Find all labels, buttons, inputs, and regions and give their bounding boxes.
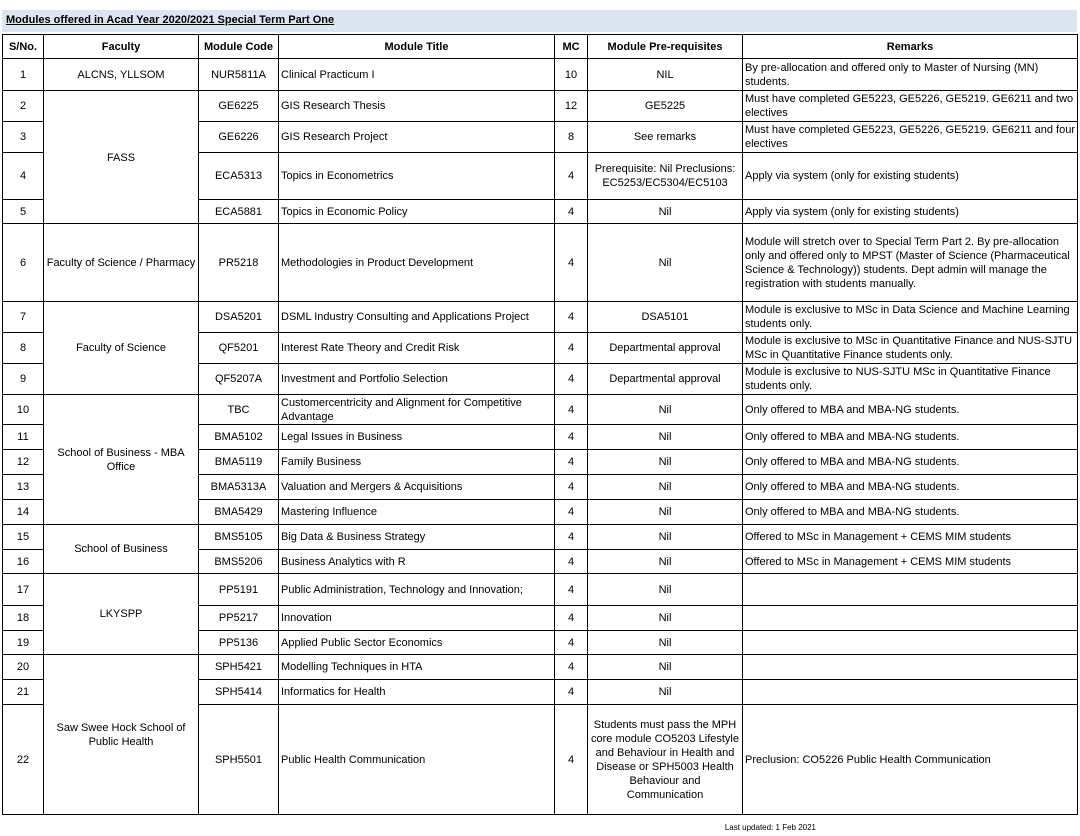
cell-prereq: Nil [588,525,743,550]
cell-prereq: Nil [588,224,743,302]
table-row [3,59,1078,91]
cell-mc: 4 [555,224,588,302]
cell-title: Legal Issues in Business [279,425,555,450]
cell-sno: 9 [3,364,44,395]
cell-faculty: Faculty of Science / Pharmacy [44,224,199,302]
cell-title: Clinical Practicum I [279,59,555,91]
cell-code: GE6225 [199,91,279,122]
cell-remarks: Offered to MSc in Management + CEMS MIM students [743,525,1078,550]
cell-mc: 4 [555,500,588,525]
cell-sno: 16 [3,550,44,574]
cell-remarks: Only offered to MBA and MBA-NG students. [743,395,1078,425]
cell-remarks [743,655,1078,680]
cell-sno: 3 [3,122,44,153]
cell-code: PP5191 [199,574,279,606]
cell-code: QF5207A [199,364,279,395]
table-row [3,395,1078,425]
cell-sno: 20 [3,655,44,680]
cell-mc: 4 [555,153,588,200]
cell-prereq: Prerequisite: Nil Preclusions: EC5253/EC5304/EC5103 [588,153,743,200]
cell-mc: 4 [555,631,588,655]
cell-code: ECA5313 [199,153,279,200]
col-header-sno: S/No. [3,35,44,59]
cell-code: PR5218 [199,224,279,302]
cell-sno: 22 [3,705,44,815]
cell-sno: 5 [3,200,44,224]
table-row [3,525,1078,550]
cell-prereq: Nil [588,475,743,500]
cell-code: BMA5119 [199,450,279,475]
cell-prereq: GE5225 [588,91,743,122]
cell-mc: 4 [555,333,588,364]
cell-prereq: Nil [588,200,743,224]
cell-title: Big Data & Business Strategy [279,525,555,550]
modules-table [2,34,1078,815]
col-header-mc: MC [555,35,588,59]
cell-prereq: Departmental approval [588,364,743,395]
cell-mc: 4 [555,425,588,450]
cell-prereq: Nil [588,680,743,705]
cell-mc: 4 [555,680,588,705]
cell-mc: 4 [555,525,588,550]
cell-remarks: Module will stretch over to Special Term Part 2. By pre-allocation only and offered only to MPST (Master of Science (Pharmaceutical Science & Technology)) students. Dept admin will manage the registration with students manually. [743,224,1078,302]
cell-mc: 4 [555,550,588,574]
cell-remarks: Apply via system (only for existing students) [743,153,1078,200]
cell-remarks: Apply via system (only for existing students) [743,200,1078,224]
cell-sno: 10 [3,395,44,425]
cell-remarks [743,574,1078,606]
cell-remarks: Module is exclusive to MSc in Data Science and Machine Learning students only. [743,302,1078,333]
cell-sno: 19 [3,631,44,655]
cell-code: QF5201 [199,333,279,364]
cell-remarks [743,606,1078,631]
cell-code: GE6226 [199,122,279,153]
cell-sno: 1 [3,59,44,91]
col-header-remarks: Remarks [743,35,1078,59]
cell-mc: 4 [555,450,588,475]
cell-mc: 10 [555,59,588,91]
cell-sno: 18 [3,606,44,631]
cell-title: GIS Research Project [279,122,555,153]
cell-prereq: Nil [588,655,743,680]
cell-mc: 8 [555,122,588,153]
cell-prereq: NIL [588,59,743,91]
cell-faculty: Faculty of Science [44,302,199,395]
cell-remarks: By pre-allocation and offered only to Master of Nursing (MN) students. [743,59,1078,91]
cell-code: SPH5414 [199,680,279,705]
cell-title: Interest Rate Theory and Credit Risk [279,333,555,364]
cell-faculty: LKYSPP [44,574,199,655]
cell-code: NUR5811A [199,59,279,91]
cell-code: ECA5881 [199,200,279,224]
cell-sno: 14 [3,500,44,525]
cell-remarks: Only offered to MBA and MBA-NG students. [743,450,1078,475]
cell-remarks: Only offered to MBA and MBA-NG students. [743,500,1078,525]
cell-remarks: Only offered to MBA and MBA-NG students. [743,425,1078,450]
cell-title: Topics in Econometrics [279,153,555,200]
cell-title: Public Health Communication [279,705,555,815]
cell-faculty: School of Business - MBA Office [44,395,199,525]
cell-remarks [743,680,1078,705]
table-row [3,574,1078,606]
cell-remarks: Must have completed GE5223, GE5226, GE5219. GE6211 and four electives [743,122,1078,153]
cell-code: SPH5501 [199,705,279,815]
page-title: Modules offered in Acad Year 2020/2021 Special Term Part One [6,14,335,26]
cell-title: GIS Research Thesis [279,91,555,122]
col-header-prereq: Module Pre-requisites [588,35,743,59]
cell-sno: 11 [3,425,44,450]
cell-prereq: Students must pass the MPH core module CO5203 Lifestyle and Behaviour in Health and Disease or SPH5003 Health Behaviour and Communication [588,705,743,815]
cell-prereq: Nil [588,631,743,655]
cell-faculty: School of Business [44,525,199,574]
cell-title: Investment and Portfolio Selection [279,364,555,395]
cell-title: Modelling Techniques in HTA [279,655,555,680]
table-row [3,302,1078,333]
col-header-faculty: Faculty [44,35,199,59]
cell-remarks: Only offered to MBA and MBA-NG students. [743,475,1078,500]
cell-title: Public Administration, Technology and Innovation; [279,574,555,606]
cell-code: BMS5105 [199,525,279,550]
cell-remarks: Module is exclusive to NUS-SJTU MSc in Quantitative Finance students only. [743,364,1078,395]
cell-mc: 4 [555,302,588,333]
cell-code: PP5136 [199,631,279,655]
cell-prereq: See remarks [588,122,743,153]
cell-title: Customercentricity and Alignment for Competitive Advantage [279,395,555,425]
col-header-code: Module Code [199,35,279,59]
cell-sno: 17 [3,574,44,606]
cell-sno: 8 [3,333,44,364]
cell-faculty: FASS [44,91,199,224]
cell-code: BMA5313A [199,475,279,500]
cell-remarks: Module is exclusive to MSc in Quantitative Finance and NUS-SJTU MSc in Quantitative Finance students only. [743,333,1078,364]
cell-prereq: Nil [588,574,743,606]
cell-title: Business Analytics with R [279,550,555,574]
cell-title: Mastering Influence [279,500,555,525]
cell-title: DSML Industry Consulting and Applications Project [279,302,555,333]
cell-code: BMA5102 [199,425,279,450]
table-row [3,655,1078,680]
cell-sno: 12 [3,450,44,475]
cell-faculty: ALCNS, YLLSOM [44,59,199,91]
cell-mc: 4 [555,200,588,224]
header-row [3,35,1078,59]
cell-code: PP5217 [199,606,279,631]
cell-sno: 21 [3,680,44,705]
cell-code: BMA5429 [199,500,279,525]
cell-sno: 2 [3,91,44,122]
cell-mc: 4 [555,574,588,606]
cell-sno: 13 [3,475,44,500]
table-row [3,91,1078,122]
cell-prereq: DSA5101 [588,302,743,333]
cell-prereq: Nil [588,500,743,525]
cell-sno: 15 [3,525,44,550]
cell-sno: 6 [3,224,44,302]
cell-mc: 4 [555,655,588,680]
cell-code: BMS5206 [199,550,279,574]
cell-code: SPH5421 [199,655,279,680]
col-header-title: Module Title [279,35,555,59]
cell-title: Innovation [279,606,555,631]
cell-prereq: Nil [588,450,743,475]
cell-remarks: Offered to MSc in Management + CEMS MIM students [743,550,1078,574]
cell-sno: 7 [3,302,44,333]
cell-sno: 4 [3,153,44,200]
cell-title: Informatics for Health [279,680,555,705]
cell-prereq: Departmental approval [588,333,743,364]
title-bar [2,10,1077,32]
cell-mc: 4 [555,364,588,395]
cell-title: Methodologies in Product Development [279,224,555,302]
cell-mc: 4 [555,606,588,631]
cell-title: Topics in Economic Policy [279,200,555,224]
cell-prereq: Nil [588,425,743,450]
cell-prereq: Nil [588,606,743,631]
cell-title: Valuation and Mergers & Acquisitions [279,475,555,500]
table-row [3,224,1078,302]
cell-remarks [743,631,1078,655]
cell-mc: 12 [555,91,588,122]
cell-faculty: Saw Swee Hock School of Public Health [44,655,199,815]
cell-mc: 4 [555,475,588,500]
last-updated: Last updated: 1 Feb 2021 [724,823,816,832]
cell-code: TBC [199,395,279,425]
cell-remarks: Must have completed GE5223, GE5226, GE5219. GE6211 and two electives [743,91,1078,122]
cell-prereq: Nil [588,550,743,574]
cell-prereq: Nil [588,395,743,425]
cell-mc: 4 [555,395,588,425]
cell-remarks: Preclusion: CO5226 Public Health Communication [743,705,1078,815]
cell-mc: 4 [555,705,588,815]
cell-title: Family Business [279,450,555,475]
cell-code: DSA5201 [199,302,279,333]
cell-title: Applied Public Sector Economics [279,631,555,655]
